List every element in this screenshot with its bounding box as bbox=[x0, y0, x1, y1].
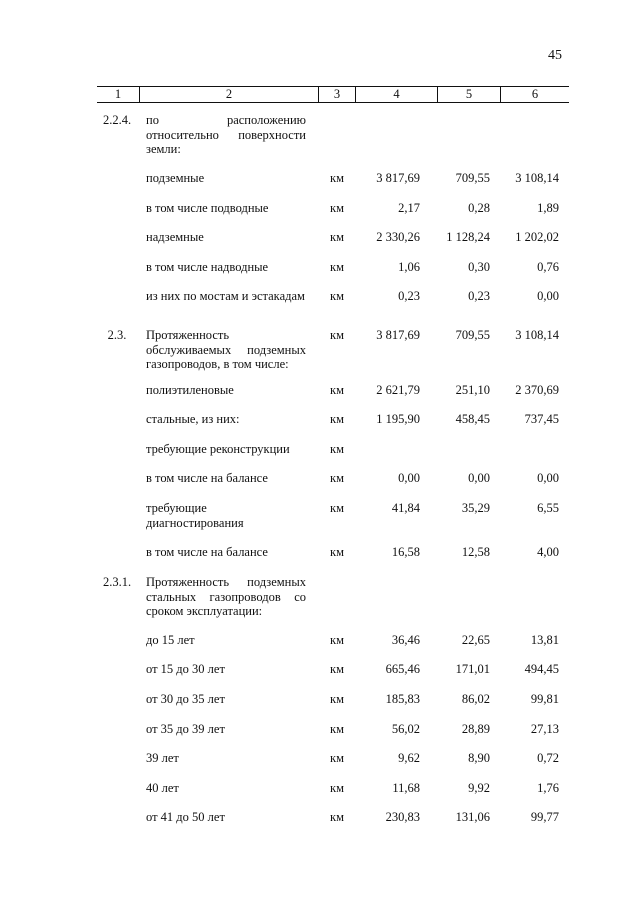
row-value-col4: 36,46 bbox=[391, 633, 420, 647]
row-unit: км bbox=[330, 412, 344, 426]
row-name: до 15 лет bbox=[146, 633, 195, 647]
row-number: 2.2.4. bbox=[102, 113, 132, 127]
row-value-col6: 1,76 bbox=[537, 781, 559, 795]
row-value-col5: 131,06 bbox=[455, 810, 490, 824]
row-unit: км bbox=[330, 545, 344, 559]
header-col-1: 1 bbox=[114, 87, 122, 101]
row-value-col5: 709,55 bbox=[455, 328, 490, 342]
row-value-col4: 16,58 bbox=[391, 545, 420, 559]
row-value-col4: 185,83 bbox=[385, 692, 420, 706]
row-value-col5: 8,90 bbox=[468, 751, 490, 765]
row-value-col6: 0,00 bbox=[537, 289, 559, 303]
table-header bbox=[97, 86, 569, 103]
row-unit: км bbox=[330, 692, 344, 706]
row-value-col6: 0,72 bbox=[537, 751, 559, 765]
row-name: в том числе на балансе bbox=[146, 545, 268, 559]
row-unit: км bbox=[330, 230, 344, 244]
row-value-col4: 1,06 bbox=[398, 260, 420, 274]
row-value-col6: 0,76 bbox=[537, 260, 559, 274]
row-value-col5: 458,45 bbox=[455, 412, 490, 426]
row-value-col4: 665,46 bbox=[385, 662, 420, 676]
row-unit: км bbox=[330, 171, 344, 185]
row-value-col6: 99,77 bbox=[530, 810, 559, 824]
row-unit: км bbox=[330, 633, 344, 647]
row-value-col5: 9,92 bbox=[468, 781, 490, 795]
row-value-col5: 709,55 bbox=[455, 171, 490, 185]
row-name: 39 лет bbox=[146, 751, 179, 765]
row-name: от 30 до 35 лет bbox=[146, 692, 225, 706]
row-name: 40 лет bbox=[146, 781, 179, 795]
row-value-col6: 4,00 bbox=[537, 545, 559, 559]
row-unit: км bbox=[330, 751, 344, 765]
row-value-col4: 1 195,90 bbox=[376, 412, 420, 426]
row-value-col4: 11,68 bbox=[392, 781, 420, 795]
row-value-col5: 86,02 bbox=[461, 692, 490, 706]
header-col-3: 3 bbox=[333, 87, 341, 101]
row-unit: км bbox=[330, 260, 344, 274]
row-value-col6: 99,81 bbox=[530, 692, 559, 706]
row-unit: км bbox=[330, 662, 344, 676]
header-col-2: 2 bbox=[225, 87, 233, 101]
row-name: полиэтиленовые bbox=[146, 383, 234, 397]
row-name: надземные bbox=[146, 230, 204, 244]
header-col-5: 5 bbox=[465, 87, 473, 101]
row-value-col4: 230,83 bbox=[385, 810, 420, 824]
row-value-col4: 56,02 bbox=[391, 722, 420, 736]
row-unit: км bbox=[330, 810, 344, 824]
header-col-4: 4 bbox=[393, 87, 400, 101]
row-unit: км bbox=[330, 383, 344, 397]
row-unit: км bbox=[330, 201, 344, 215]
row-value-col6: 27,13 bbox=[530, 722, 559, 736]
row-value-col5: 12,58 bbox=[461, 545, 490, 559]
row-name: от 35 до 39 лет bbox=[146, 722, 225, 736]
row-value-col6: 2 370,69 bbox=[515, 383, 559, 397]
row-name: Протяженность подземных стальных газопроводов со сроком эксплуатации: bbox=[146, 575, 306, 618]
row-value-col4: 2 330,26 bbox=[376, 230, 420, 244]
row-name: по расположению относительно поверхности земли: bbox=[146, 113, 306, 156]
row-value-col4: 2 621,79 bbox=[376, 383, 420, 397]
row-value-col6: 737,45 bbox=[524, 412, 559, 426]
row-unit: км bbox=[330, 442, 344, 456]
row-value-col6: 1,89 bbox=[537, 201, 559, 215]
row-value-col5: 0,00 bbox=[468, 471, 490, 485]
row-number: 2.3.1. bbox=[102, 575, 132, 589]
row-unit: км bbox=[330, 289, 344, 303]
row-name: от 41 до 50 лет bbox=[146, 810, 225, 824]
row-name: стальные, из них: bbox=[146, 412, 240, 426]
row-name: Протяженность обслуживаемых подземных газопроводов, в том числе: bbox=[146, 328, 306, 371]
row-value-col6: 0,00 bbox=[537, 471, 559, 485]
row-value-col6: 1 202,02 bbox=[515, 230, 559, 244]
row-value-col6: 494,45 bbox=[524, 662, 559, 676]
row-value-col5: 28,89 bbox=[461, 722, 490, 736]
row-name: в том числе на балансе bbox=[146, 471, 268, 485]
header-col-6: 6 bbox=[531, 87, 539, 101]
row-value-col4: 41,84 bbox=[391, 501, 420, 515]
row-name: требующие диагностирования bbox=[146, 501, 244, 530]
row-value-col4: 3 817,69 bbox=[376, 328, 420, 342]
row-value-col6: 3 108,14 bbox=[515, 171, 559, 185]
row-name: в том числе надводные bbox=[146, 260, 269, 274]
row-value-col5: 1 128,24 bbox=[446, 230, 490, 244]
row-value-col6: 6,55 bbox=[537, 501, 559, 515]
row-value-col4: 0,00 bbox=[398, 471, 420, 485]
row-value-col5: 0,30 bbox=[468, 260, 490, 274]
row-unit: км bbox=[330, 781, 344, 795]
row-unit: км bbox=[330, 501, 344, 515]
row-value-col5: 22,65 bbox=[461, 633, 490, 647]
row-value-col5: 35,29 bbox=[461, 501, 490, 515]
row-value-col5: 0,23 bbox=[468, 289, 490, 303]
row-value-col4: 0,23 bbox=[398, 289, 420, 303]
row-name: от 15 до 30 лет bbox=[146, 662, 225, 676]
row-name: подземные bbox=[146, 171, 205, 185]
row-name: в том числе подводные bbox=[146, 201, 269, 215]
row-number: 2.3. bbox=[107, 328, 127, 342]
page-number: 45 bbox=[548, 48, 562, 63]
row-value-col5: 171,01 bbox=[455, 662, 490, 676]
row-value-col5: 0,28 bbox=[468, 201, 490, 215]
row-value-col4: 3 817,69 bbox=[376, 171, 420, 185]
row-unit: км bbox=[330, 722, 344, 736]
row-name: требующие реконструкции bbox=[146, 442, 290, 456]
row-value-col6: 13,81 bbox=[530, 633, 559, 647]
row-unit: км bbox=[330, 328, 344, 342]
row-value-col6: 3 108,14 bbox=[515, 328, 559, 342]
row-unit: км bbox=[330, 471, 344, 485]
row-value-col5: 251,10 bbox=[455, 383, 490, 397]
row-value-col4: 2,17 bbox=[398, 201, 420, 215]
row-value-col4: 9,62 bbox=[398, 751, 420, 765]
row-name: из них по мостам и эстакадам bbox=[146, 289, 305, 303]
